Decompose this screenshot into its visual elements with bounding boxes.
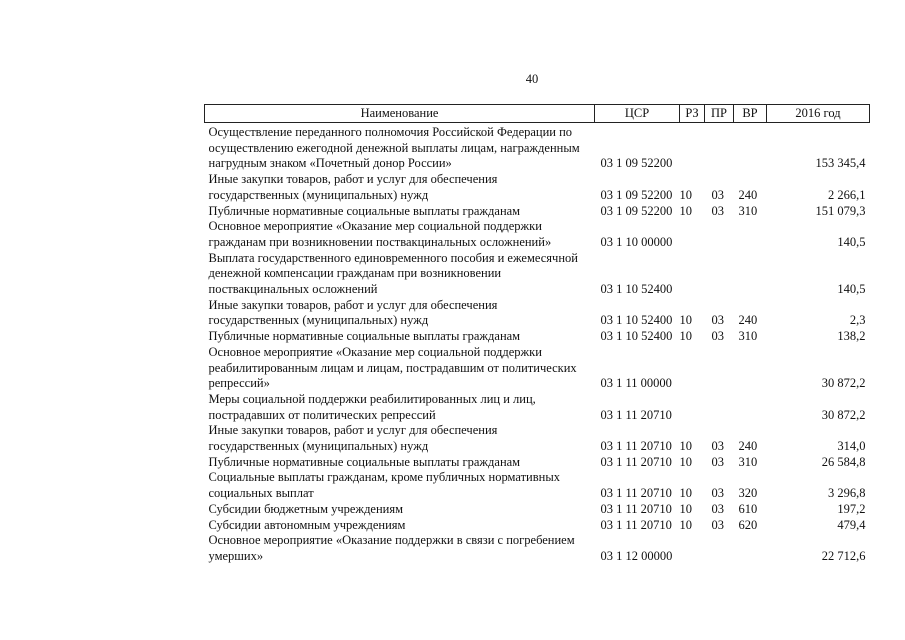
- row-rz-code: 10: [679, 486, 692, 501]
- row-amount: 2 266,1: [828, 187, 866, 202]
- row-csr-code: 03 1 09 52200: [600, 156, 673, 171]
- table-row: [205, 329, 870, 345]
- row-csr-code: 03 1 11 20710: [600, 517, 672, 532]
- row-csr-code: 03 1 11 20710: [600, 501, 672, 516]
- row-rz-code: 10: [679, 187, 692, 202]
- row-pr-code: 03: [711, 203, 724, 218]
- row-csr-code: 03 1 10 52400: [600, 282, 673, 297]
- row-vr-code: 310: [738, 203, 758, 218]
- row-pr-code: [705, 533, 734, 564]
- row-vr-code: 240: [738, 313, 758, 328]
- row-amount: 26 584,8: [821, 454, 866, 469]
- row-pr-code: 03: [711, 313, 724, 328]
- row-name: Меры социальной поддержки реабилитированных лиц и лиц, пострадавших от политических репрессий: [208, 391, 536, 422]
- row-csr-code: 03 1 09 52200: [600, 203, 673, 218]
- table-row: [205, 533, 870, 564]
- row-vr-code: 310: [738, 329, 758, 344]
- row-csr-code: 03 1 11 20710: [600, 407, 672, 422]
- row-name: Субсидии бюджетным учреждениям: [208, 501, 404, 516]
- row-amount: 22 712,6: [821, 548, 866, 563]
- row-pr-code: [705, 219, 734, 250]
- row-vr-code: 610: [738, 501, 758, 516]
- row-amount: 140,5: [837, 282, 866, 297]
- row-vr-code: [734, 392, 767, 423]
- row-rz-code: [680, 345, 705, 392]
- row-vr-code: [734, 251, 767, 298]
- table-row: [205, 502, 870, 518]
- header-vr: ВР: [734, 105, 767, 123]
- row-name: Иные закупки товаров, работ и услуг для обеспечения государственных (муниципальных) нужд: [208, 172, 498, 202]
- row-csr-code: 03 1 11 20710: [600, 439, 672, 454]
- row-amount: 30 872,2: [821, 407, 866, 422]
- row-name: Основное мероприятие «Оказание поддержки в связи с погребением умерших»: [208, 533, 575, 563]
- row-pr-code: 03: [711, 187, 724, 202]
- table-row: [205, 470, 870, 501]
- header-row: [205, 105, 870, 123]
- row-vr-code: [734, 345, 767, 392]
- row-pr-code: 03: [711, 454, 724, 469]
- row-name: Основное мероприятие «Оказание мер социальной поддержки реабилитированным лицам и лицам, пострадавшим от политических репрессий»: [208, 344, 577, 391]
- table-row: [205, 298, 870, 329]
- row-name: Социальные выплаты гражданам, кроме публичных нормативных социальных выплат: [208, 470, 560, 501]
- row-amount: 479,4: [837, 517, 866, 532]
- row-name: Субсидии автономным учреждениям: [208, 517, 406, 532]
- row-amount: 30 872,2: [821, 376, 866, 391]
- row-amount: 138,2: [837, 329, 866, 344]
- row-vr-code: 320: [738, 486, 758, 501]
- row-rz-code: [680, 533, 705, 564]
- row-amount: 314,0: [837, 439, 866, 454]
- page-number: 40: [525, 72, 539, 86]
- row-pr-code: [705, 392, 734, 423]
- row-amount: 197,2: [837, 501, 866, 516]
- row-pr-code: [705, 345, 734, 392]
- row-rz-code: 10: [679, 329, 692, 344]
- budget-table: [204, 104, 870, 565]
- row-vr-code: 620: [738, 517, 758, 532]
- row-rz-code: 10: [679, 439, 692, 454]
- table-row: [205, 455, 870, 471]
- row-name: Публичные нормативные социальные выплаты гражданам: [208, 203, 521, 218]
- table-row: [205, 204, 870, 220]
- row-rz-code: [680, 251, 705, 298]
- row-amount: 140,5: [837, 234, 866, 249]
- row-name: Иные закупки товаров, работ и услуг для обеспечения государственных (муниципальных) нужд: [208, 297, 498, 328]
- row-rz-code: 10: [679, 313, 692, 328]
- table-row: [205, 123, 870, 173]
- header-name: Наименование: [205, 105, 595, 123]
- row-rz-code: 10: [679, 454, 692, 469]
- row-amount: 153 345,4: [815, 156, 866, 171]
- table-row: [205, 518, 870, 534]
- header-csr: ЦСР: [595, 105, 680, 123]
- row-name: Осуществление переданного полномочия Российской Федерации по осуществлению ежегодной денежной выплаты лицам, награжденным нагрудным знаком «Почетный донор России»: [208, 125, 580, 171]
- row-name: Публичные нормативные социальные выплаты гражданам: [208, 329, 521, 344]
- table-row: [205, 251, 870, 298]
- row-pr-code: [705, 123, 734, 173]
- row-pr-code: 03: [711, 439, 724, 454]
- row-vr-code: [734, 219, 767, 250]
- row-rz-code: 10: [679, 517, 692, 532]
- table-body: [205, 123, 870, 565]
- row-amount: 2,3: [849, 313, 866, 328]
- table-row: [205, 392, 870, 423]
- row-pr-code: 03: [711, 486, 724, 501]
- row-rz-code: [680, 392, 705, 423]
- row-vr-code: 240: [738, 187, 758, 202]
- table-row: [205, 423, 870, 454]
- row-pr-code: 03: [711, 329, 724, 344]
- row-vr-code: [734, 533, 767, 564]
- row-name: Выплата государственного единовременного пособия и ежемесячной денежной компенсации гражданам при возникновении поствакцинальных осложнений: [208, 250, 578, 297]
- row-rz-code: [680, 219, 705, 250]
- header-pr: ПР: [705, 105, 734, 123]
- row-csr-code: 03 1 11 20710: [600, 454, 672, 469]
- row-vr-code: [734, 123, 767, 173]
- row-name: Иные закупки товаров, работ и услуг для обеспечения государственных (муниципальных) нужд: [208, 423, 498, 454]
- header-year: 2016 год: [767, 105, 870, 123]
- row-csr-code: 03 1 12 00000: [600, 548, 673, 563]
- row-csr-code: 03 1 10 00000: [600, 234, 673, 249]
- header-rz: РЗ: [680, 105, 705, 123]
- row-csr-code: 03 1 09 52200: [600, 187, 673, 202]
- row-vr-code: 310: [738, 454, 758, 469]
- row-amount: 3 296,8: [828, 486, 866, 501]
- row-rz-code: 10: [679, 501, 692, 516]
- row-name: Основное мероприятие «Оказание мер социальной поддержки гражданам при возникновении поствакцинальных осложнений»: [208, 219, 552, 249]
- row-csr-code: 03 1 10 52400: [600, 329, 673, 344]
- table-row: [205, 172, 870, 203]
- row-vr-code: 240: [738, 439, 758, 454]
- row-csr-code: 03 1 11 20710: [600, 486, 672, 501]
- row-amount: 151 079,3: [815, 203, 866, 218]
- table-row: [205, 345, 870, 392]
- row-name: Публичные нормативные социальные выплаты гражданам: [208, 454, 521, 469]
- row-csr-code: 03 1 10 52400: [600, 313, 673, 328]
- row-rz-code: 10: [679, 203, 692, 218]
- row-rz-code: [680, 123, 705, 173]
- table-row: [205, 219, 870, 250]
- row-pr-code: [705, 251, 734, 298]
- row-csr-code: 03 1 11 00000: [600, 376, 672, 391]
- row-pr-code: 03: [711, 501, 724, 516]
- table-header: [205, 105, 870, 123]
- row-pr-code: 03: [711, 517, 724, 532]
